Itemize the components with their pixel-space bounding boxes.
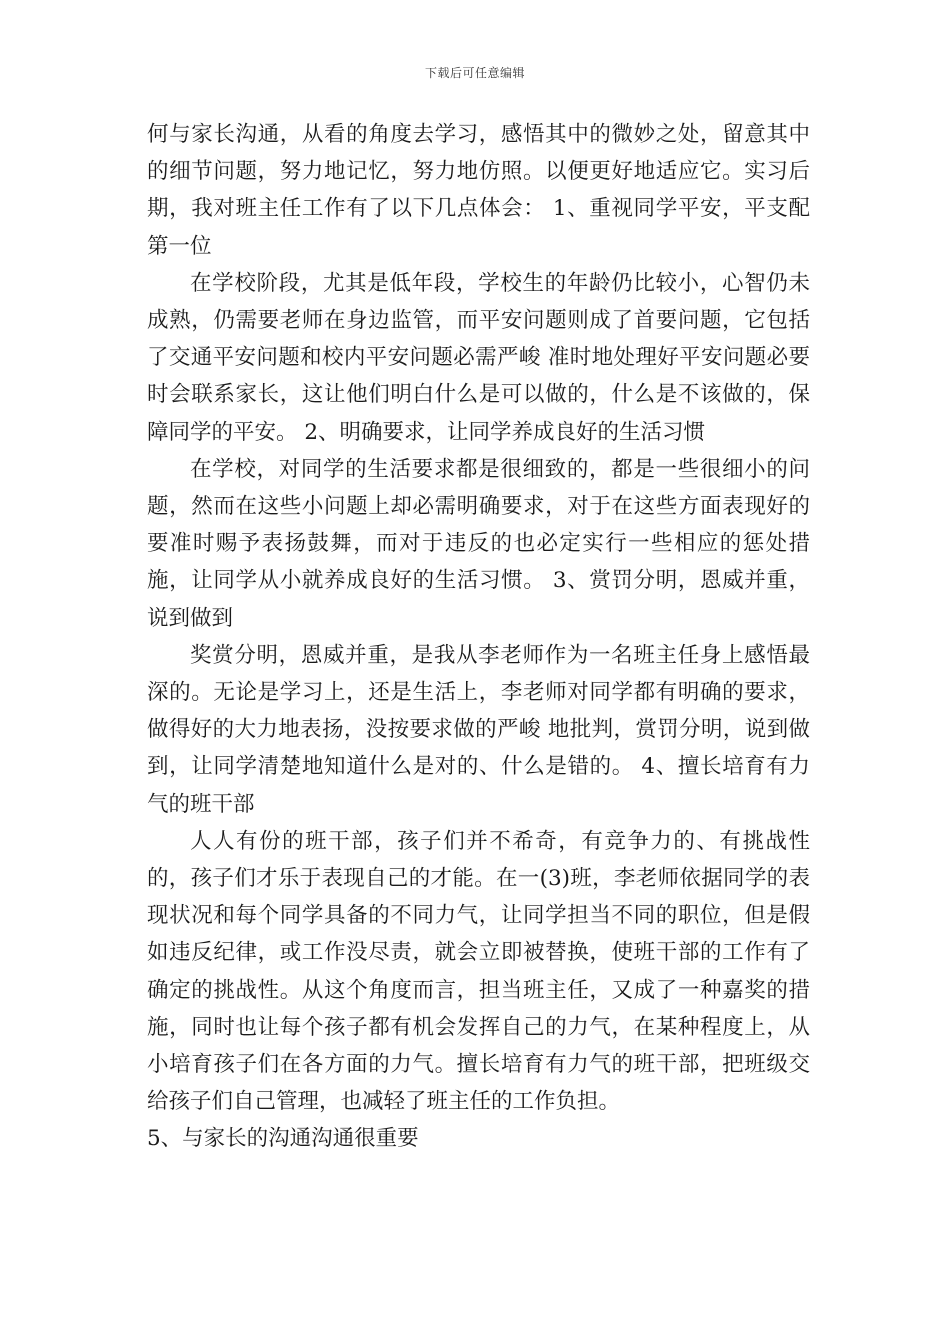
paragraph: 奖赏分明，恩威并重，是我从李老师作为一名班主任身上感悟最深的。无论是学习上，还是生活上，李老师对同学都有明确的要求，做得好的大力地表扬，没按要求做的严峻 地批判，赏罚分明，说到做到，让同学清楚地知道什么是对的、什么是错的。 4、擅长培育有力气的班干部 (147, 642, 810, 817)
paragraph: 5、与家长的沟通沟通很重要 (147, 1126, 419, 1152)
page-header: 下载后可任意编辑 (424, 66, 525, 80)
paragraph: 人人有份的班干部，孩子们并不希奇，有竞争力的、有挑战性的，孩子们才乐于表现自己的才能。在一(3)班，李老师依据同学的表现状况和每个同学具备的不同力气，让同学担当不同的职位，但是假如违反纪律，或工作没尽责，就会立即被替换，使班干部的工作有了确定的挑战性。从这个角度而言，担当班主任，又成了一种嘉奖的措施，同时也让每个孩子都有机会发挥自己的力气，在某种程度上，从小培育孩子们在各方面的力气。擅长培育有力气的班干部，把班级交给孩子们自己管理，也减轻了班主任的工作负担。 (147, 828, 810, 1115)
paragraph: 在学校，对同学的生活要求都是很细致的，都是一些很细小的问题，然而在这些小问题上却必需明确要求，对于在这些方面表现好的要准时赐予表扬鼓舞，而对于违反的也必定实行一些相应的惩处措施，让同学从小就养成良好的生活习惯。 3、赏罚分明，恩威并重，说到做到 (147, 456, 810, 631)
paragraph: 在学校阶段，尤其是低年段，学校生的年龄仍比较小，心智仍未成熟，仍需要老师在身边监管，而平安问题则成了首要问题，它包括了交通平安问题和校内平安问题必需严峻 准时地处理好平安问题必要时会联系家长，这让他们明白什么是可以做的，什么是不该做的，保障同学的平安。 2、明确要求，让同学养成良好的生活习惯 (147, 270, 810, 445)
paragraph: 何与家长沟通，从看的角度去学习，感悟其中的微妙之处，留意其中的细节问题，努力地记忆，努力地仿照。以便更好地适应它。实习后期，我对班主任工作有了以下几点体会： 1、重视同学平安，平支配第一位 (147, 122, 810, 259)
document-body (147, 116, 810, 1158)
